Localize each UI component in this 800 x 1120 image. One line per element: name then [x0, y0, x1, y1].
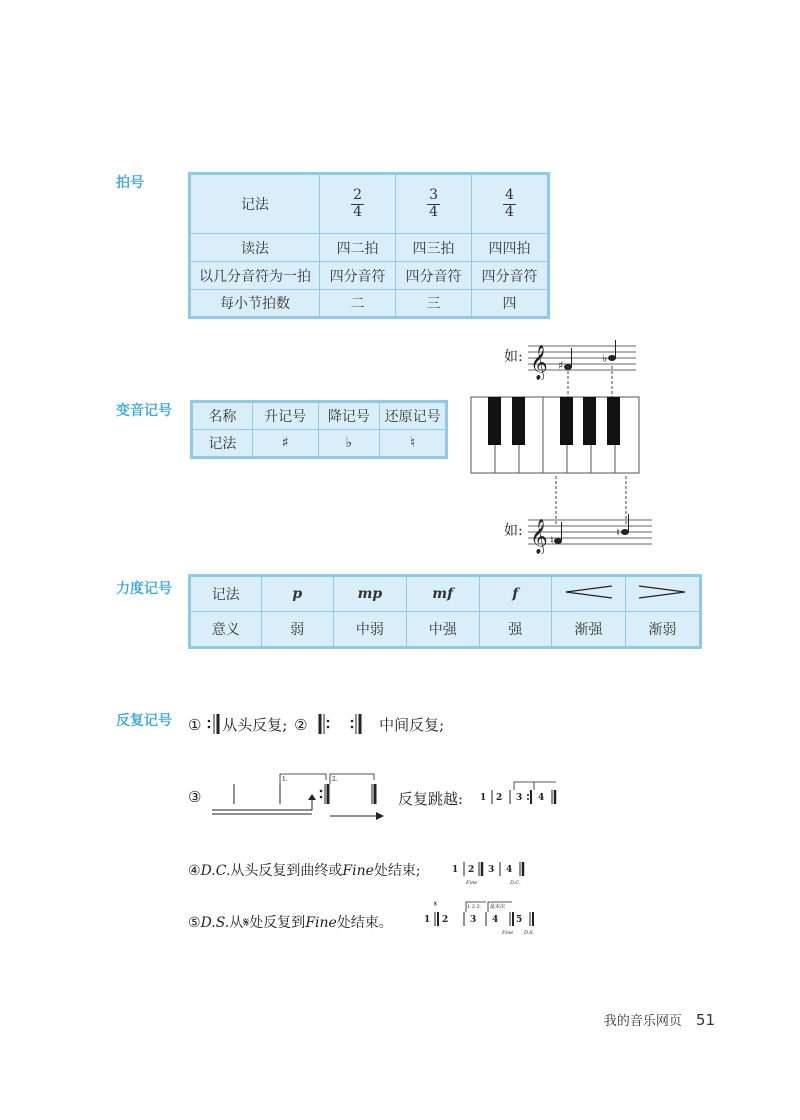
segno-icon: 𝄋	[243, 915, 250, 931]
volta-2-label: 2.	[332, 776, 338, 783]
example-number: 4	[506, 865, 513, 875]
ts-cell: 四四拍	[472, 234, 549, 262]
dc-example	[448, 852, 538, 888]
page-number: 51	[695, 1011, 715, 1029]
segno-small-icon: 𝄋	[434, 900, 438, 908]
sharp-icon: ♯	[558, 359, 564, 372]
example-number: 2	[442, 915, 449, 925]
example-number: 3	[488, 865, 495, 875]
ts-header-notation: 记法	[190, 174, 320, 234]
dc-small: D.C.	[510, 880, 521, 886]
repeat-item-5	[188, 912, 393, 932]
example-number: 1	[480, 793, 487, 803]
page-footer	[604, 1010, 715, 1029]
item-number: ④	[188, 863, 201, 879]
example-number: 3	[470, 915, 477, 925]
note-head	[621, 529, 629, 535]
example-number: 1	[424, 915, 431, 925]
ts-cell: 四三拍	[396, 234, 472, 262]
flat-symbol: ♭	[318, 430, 380, 458]
ts-cell: 四分音符	[320, 262, 396, 290]
volta-diagram	[208, 770, 388, 824]
ds-example	[420, 894, 550, 938]
item-text: 从头反复;	[222, 716, 288, 734]
section-label-repeats: 反复记号	[116, 713, 172, 729]
dyn-meaning: 中强	[406, 612, 479, 648]
example-number: 2	[496, 793, 503, 803]
volta-1-label: 1.	[282, 776, 288, 783]
ts-cell: 二	[320, 290, 396, 318]
dyn-mf: mf	[406, 576, 479, 612]
dyn-meaning: 强	[479, 612, 551, 648]
piano-keyboard	[470, 396, 648, 476]
dyn-p: p	[261, 576, 333, 612]
note-head	[608, 355, 616, 361]
repeat-middle-icon	[318, 713, 368, 735]
accidentals-table	[190, 400, 448, 459]
ts-header-beat-unit: 以几分音符为一拍	[190, 262, 320, 290]
acc-header: 还原记号	[380, 402, 447, 430]
dc-marking: D.C.	[200, 863, 231, 879]
item-text: 从头反复到曲终或	[230, 863, 343, 879]
dyn-meaning: 渐强	[552, 612, 626, 648]
item-text: 处结束。	[336, 915, 393, 931]
item-text: 中间反复;	[379, 716, 445, 734]
example-number: 5	[516, 915, 523, 925]
volta-example	[476, 778, 566, 808]
dyn-f: f	[479, 576, 551, 612]
item-number: ⑤	[188, 915, 201, 931]
acc-header: 升记号	[252, 402, 318, 430]
fine-small: Fine	[502, 930, 514, 936]
sharp-symbol: ♯	[252, 430, 318, 458]
example-number: 4	[492, 915, 499, 925]
treble-clef-icon: 𝄞	[530, 345, 548, 380]
example-prefix-bottom: 如:	[504, 523, 523, 539]
repeat-item-4	[188, 860, 421, 880]
acc-row-label: 记法	[192, 430, 253, 458]
time-signature-table	[188, 172, 550, 319]
ts-header-beats-per-bar: 每小节拍数	[190, 290, 320, 318]
dyn-header-notation: 记法	[190, 576, 262, 612]
section-label-accidentals: 变音记号	[116, 403, 172, 419]
dynamics-table	[188, 574, 702, 649]
flat-icon: ♭	[602, 352, 608, 365]
note-head	[554, 538, 562, 544]
item-text: 处结束;	[373, 863, 421, 879]
ts-cell: 三	[396, 290, 472, 318]
example-number: 1	[452, 865, 459, 875]
ds-marking: D.S.	[200, 915, 230, 931]
example-number: 3	[516, 793, 523, 803]
dyn-meaning: 弱	[261, 612, 333, 648]
volta-label: 1.2.3.	[467, 904, 482, 910]
fine-marking: Fine	[342, 863, 374, 879]
example-number: 2	[468, 865, 475, 875]
ts-fraction-2-4: $\frac{2}{4}$	[320, 174, 396, 234]
section-label-time-signature: 拍号	[116, 175, 144, 191]
dyn-meaning: 渐弱	[625, 612, 700, 648]
repeat-item-3-text: 反复跳越:	[398, 790, 464, 808]
example-prefix-top: 如:	[504, 349, 523, 365]
connector-lines-top	[560, 366, 620, 400]
dyn-header-meaning: 意义	[190, 612, 262, 648]
repeat-item-3-number: ③	[188, 788, 202, 806]
treble-clef-icon: 𝄞	[530, 519, 548, 554]
ts-header-reading: 读法	[190, 234, 320, 262]
staff-example-bottom	[528, 510, 668, 554]
item-text: 从	[229, 915, 244, 931]
fine-marking: Fine	[305, 915, 337, 931]
footer-title: 我的音乐网页	[603, 1014, 682, 1029]
natural-icon: ♮	[550, 534, 554, 547]
dyn-mp: mp	[333, 576, 406, 612]
ts-cell: 四分音符	[472, 262, 549, 290]
ts-fraction-3-4: $\frac{3}{4}$	[396, 174, 472, 234]
natural-symbol: ♮	[380, 430, 447, 458]
repeat-item-1-2	[188, 713, 444, 735]
dyn-meaning: 中弱	[333, 612, 406, 648]
volta-last-label: 最末次	[490, 904, 506, 910]
crescendo-icon	[552, 576, 626, 612]
section-label-dynamics: 力度记号	[116, 581, 172, 597]
fine-small: Fine	[466, 880, 478, 886]
ts-cell: 四二拍	[320, 234, 396, 262]
decrescendo-icon	[625, 576, 700, 612]
acc-header: 降记号	[318, 402, 380, 430]
acc-header: 名称	[192, 402, 253, 430]
item-text: 处反复到	[249, 915, 306, 931]
ts-cell: 四分音符	[396, 262, 472, 290]
repeat-end-icon	[206, 713, 222, 735]
item-number: ①	[188, 716, 202, 734]
example-number: 4	[538, 793, 545, 803]
ts-cell: 四	[472, 290, 549, 318]
item-number: ②	[294, 716, 308, 734]
natural-icon: ♮	[616, 526, 620, 539]
ds-small: D.S.	[524, 930, 535, 936]
ts-fraction-4-4: $\frac{4}{4}$	[472, 174, 549, 234]
